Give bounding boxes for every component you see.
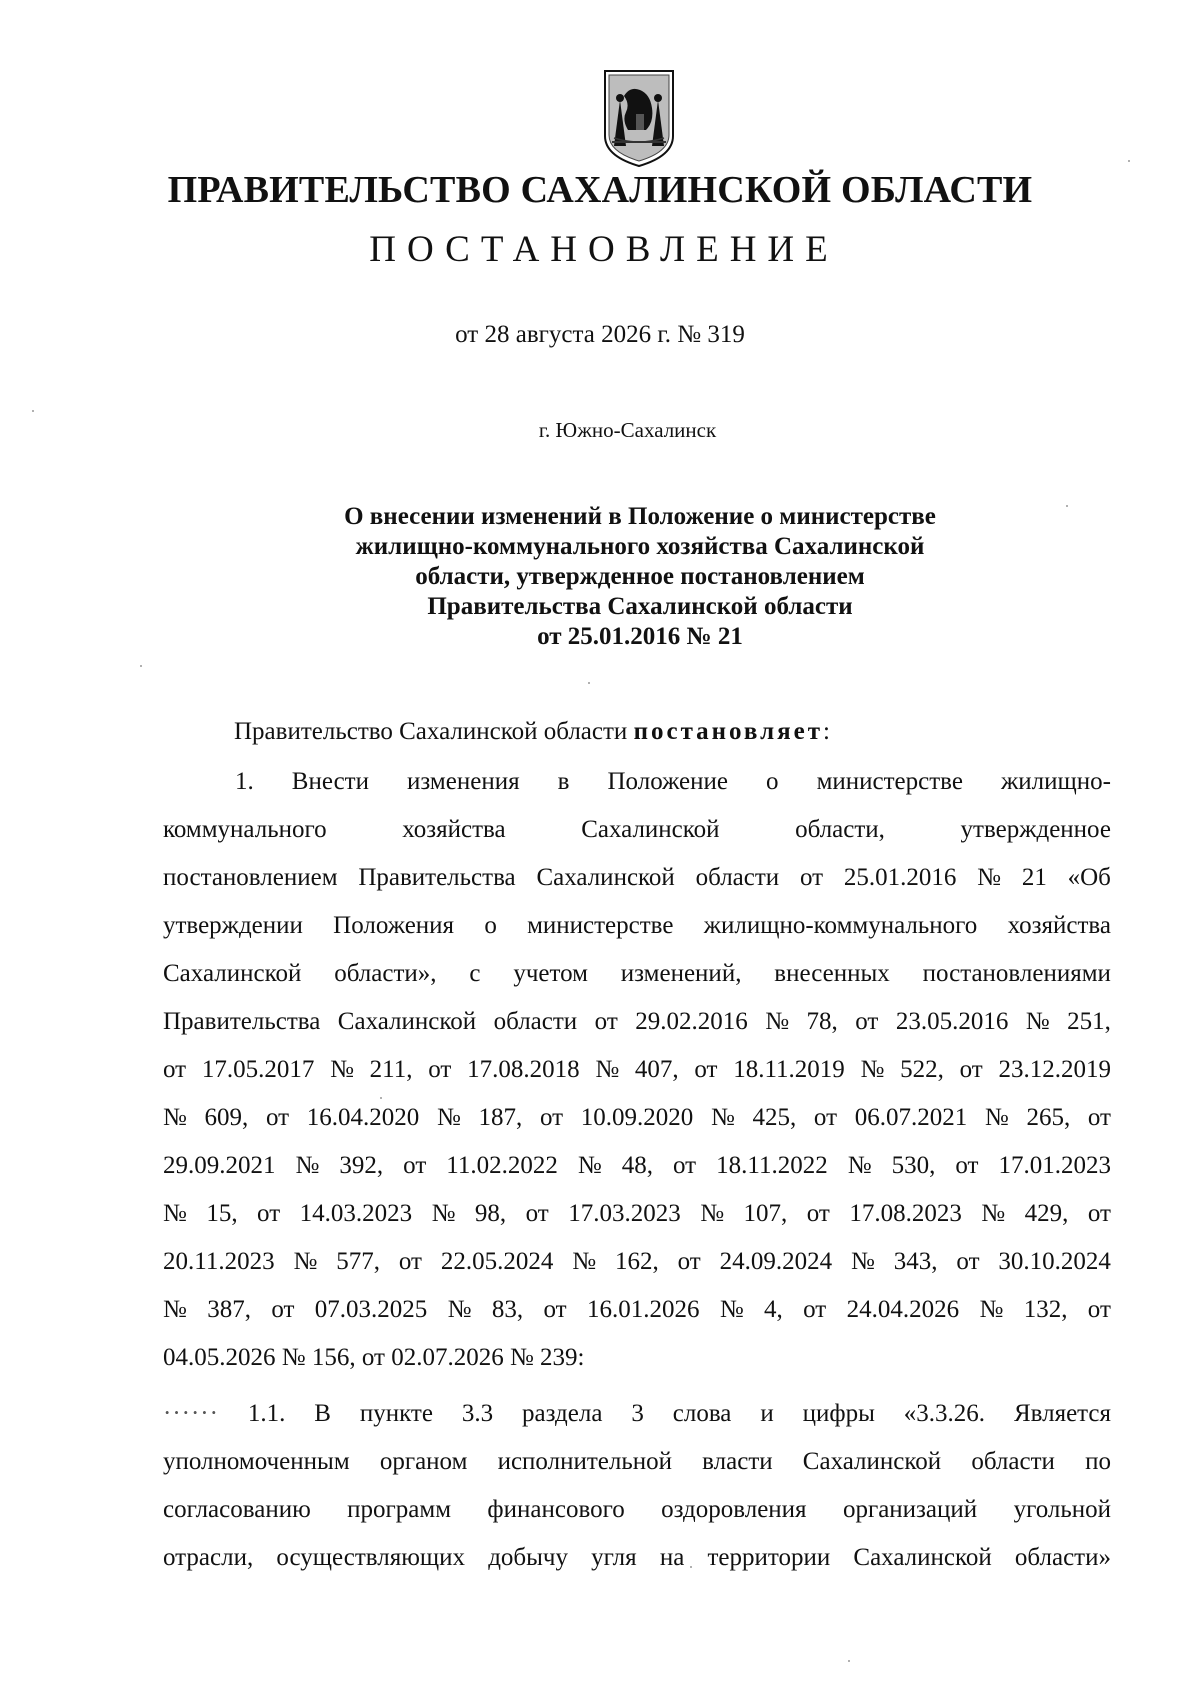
scan-speck (1066, 505, 1068, 507)
word: по (1085, 1448, 1111, 1475)
word: от (694, 1056, 718, 1083)
word: 429, (1024, 1200, 1069, 1227)
word: раздела (522, 1400, 603, 1427)
word: хозяйства (402, 816, 506, 843)
subject-line: области, утвержденное постановлением (415, 563, 865, 590)
word: осуществляющих (276, 1544, 466, 1571)
text-line (163, 1486, 1111, 1534)
word: 211, (369, 1056, 413, 1083)
scan-speck (588, 682, 590, 684)
word: на (659, 1544, 685, 1571)
word: 98, (474, 1200, 507, 1227)
word: программ (347, 1496, 452, 1523)
word: № (330, 1056, 354, 1083)
word: Внести (291, 768, 369, 795)
document-type: ПОСТАНОВЛЕНИЕ (369, 229, 839, 270)
word: внесенных (774, 960, 890, 987)
word: от (271, 1296, 295, 1323)
word: Положение (607, 768, 728, 795)
word: 21 (1021, 864, 1047, 891)
word: министерстве (527, 912, 674, 939)
word: о (766, 768, 779, 795)
word: № (163, 1296, 187, 1323)
text-line (163, 806, 1111, 854)
word: слова (672, 1400, 732, 1427)
word: от (257, 1200, 281, 1227)
word: № (977, 864, 1002, 891)
text-line (163, 1390, 1111, 1438)
word: изменения (407, 768, 520, 795)
word: № (595, 1056, 620, 1083)
word: 17.05.2017 (201, 1056, 315, 1083)
word: 17.01.2023 (998, 1152, 1111, 1179)
scan-speck (690, 1566, 692, 1568)
text-line (163, 1438, 1111, 1486)
text-line (163, 950, 1111, 998)
word: жилищно-коммунального (703, 912, 978, 939)
word: № (860, 1056, 885, 1083)
word: утвержденное (960, 816, 1111, 843)
word: Сахалинской (853, 1544, 992, 1571)
word: от (955, 1152, 979, 1179)
word: «Об (1067, 864, 1111, 891)
document-subject (200, 502, 1080, 652)
word: 23.12.2019 (998, 1056, 1111, 1083)
word: 17.03.2023 (568, 1200, 681, 1227)
word: 25.01.2016 (843, 864, 957, 891)
word: 1.1. (247, 1400, 286, 1427)
word: № (710, 1104, 735, 1131)
word: 1. (235, 768, 254, 795)
word: от (1087, 1296, 1111, 1323)
word: 30.10.2024 (998, 1248, 1111, 1275)
preamble-emphasis: постановляет (633, 718, 824, 745)
word: власти (702, 1448, 773, 1475)
word: от (673, 1152, 697, 1179)
word: и (760, 1400, 774, 1427)
word: Сахалинской (581, 816, 720, 843)
word: 387, (207, 1296, 251, 1323)
word: 132, (1023, 1296, 1068, 1323)
word: 530, (891, 1152, 936, 1179)
scan-speck (140, 665, 142, 667)
text-line (163, 758, 1111, 806)
word: Правительства (163, 1008, 321, 1035)
word: 3 (631, 1400, 644, 1427)
word: области (971, 1448, 1055, 1475)
word: от (398, 1248, 422, 1275)
word: 15, (206, 1200, 238, 1227)
text-line (163, 1094, 1111, 1142)
word: в (557, 768, 570, 795)
scan-speck (380, 1097, 382, 1099)
word: Является (1013, 1400, 1111, 1427)
word: от (799, 864, 824, 891)
word: 10.09.2020 (580, 1104, 694, 1131)
word: 187, (478, 1104, 523, 1131)
text-line (163, 1190, 1111, 1238)
word: 407, (634, 1056, 679, 1083)
word: от (163, 1056, 187, 1083)
word: 251, (1067, 1008, 1111, 1035)
word: 522, (900, 1056, 944, 1083)
word: с (469, 960, 481, 987)
word: уполномоченным (163, 1448, 350, 1475)
word: 78, (806, 1008, 838, 1035)
word: угля (591, 1544, 637, 1571)
word: о (484, 912, 497, 939)
word: от (543, 1296, 567, 1323)
word: от (265, 1104, 290, 1131)
word: 609, (204, 1104, 249, 1131)
text-line (163, 1142, 1111, 1190)
word: области, (795, 816, 885, 843)
word: 16.04.2020 (306, 1104, 420, 1131)
preamble-suffix: : (823, 718, 830, 745)
word: Сахалинской (536, 864, 675, 891)
text-line (163, 1238, 1111, 1286)
subject-line: О внесении изменений в Положение о министерстве (344, 503, 936, 530)
word: от (403, 1152, 427, 1179)
word: 343, (893, 1248, 938, 1275)
word: 425, (752, 1104, 797, 1131)
word: 18.11.2022 (716, 1152, 828, 1179)
text-line (163, 1286, 1111, 1334)
word: организаций (842, 1496, 978, 1523)
word: № (431, 1200, 456, 1227)
word: от (677, 1248, 701, 1275)
text-line (163, 1534, 1111, 1582)
word: 20.11.2023 (163, 1248, 275, 1275)
word: области» (1014, 1544, 1111, 1571)
word: постановлениями (922, 960, 1111, 987)
word: 83, (491, 1296, 524, 1323)
subject-line: жилищно-коммунального хозяйства Сахалинской (355, 533, 925, 560)
word: 265, (1026, 1104, 1071, 1131)
word: 11.02.2022 (446, 1152, 558, 1179)
word: 17.08.2018 (467, 1056, 580, 1083)
word: № (447, 1296, 472, 1323)
word: № (293, 1248, 318, 1275)
word: коммунального (163, 816, 327, 843)
word: финансового (487, 1496, 625, 1523)
word: от (806, 1200, 830, 1227)
word: № (851, 1248, 875, 1275)
word: № (163, 1104, 187, 1131)
word: 48, (621, 1152, 653, 1179)
word: от (539, 1104, 564, 1131)
word: отрасли, (163, 1544, 254, 1571)
word: от (813, 1104, 838, 1131)
word: от (1087, 1104, 1111, 1131)
word: Правительства (358, 864, 516, 891)
word: области (695, 864, 780, 891)
word: хозяйства (1007, 912, 1111, 939)
word: В (314, 1400, 331, 1427)
word: № (700, 1200, 725, 1227)
word: утверждении (163, 912, 303, 939)
word: 17.08.2023 (849, 1200, 962, 1227)
word: от (855, 1008, 879, 1035)
word: области (493, 1008, 578, 1035)
text-line (163, 854, 1111, 902)
word: № (984, 1104, 1009, 1131)
word: исполнительной (497, 1448, 672, 1475)
paragraph-1 (163, 758, 1111, 1382)
subject-line: от 25.01.2016 № 21 (537, 623, 743, 650)
word: Сахалинской (337, 1008, 477, 1035)
word: 06.07.2021 (854, 1104, 968, 1131)
word: от (803, 1296, 827, 1323)
scan-speck (848, 1660, 850, 1662)
word: 392, (339, 1152, 384, 1179)
preamble (234, 718, 830, 746)
word: жилищно- (1000, 768, 1111, 795)
text-line (163, 998, 1111, 1046)
word: согласованию (163, 1496, 311, 1523)
word: № (765, 1008, 790, 1035)
text-line (163, 1046, 1111, 1094)
word: 07.03.2025 (314, 1296, 428, 1323)
word: 29.02.2016 (635, 1008, 748, 1035)
word: 24.04.2026 (846, 1296, 960, 1323)
word: № (163, 1200, 187, 1227)
text-line (163, 902, 1111, 950)
word: учетом (513, 960, 588, 987)
word: 107, (743, 1200, 788, 1227)
word: № (1025, 1008, 1050, 1035)
document-date-number: от 28 августа 2026 г. № 319 (455, 321, 745, 348)
word: 22.05.2024 (440, 1248, 554, 1275)
word: Сахалинской (802, 1448, 942, 1475)
subject-line: Правительства Сахалинской области (427, 593, 853, 620)
word: № (436, 1104, 461, 1131)
word: Сахалинской (163, 960, 302, 987)
word: от (1087, 1200, 1111, 1227)
word: № (572, 1248, 597, 1275)
word: от (525, 1200, 549, 1227)
word: пункте (359, 1400, 433, 1427)
word: министерстве (816, 768, 963, 795)
word: изменений, (620, 960, 742, 987)
word: цифры (802, 1400, 875, 1427)
word: № (577, 1152, 602, 1179)
word: 3.3 (461, 1400, 494, 1427)
word: 14.03.2023 (299, 1200, 413, 1227)
word: 4, (764, 1296, 783, 1323)
word: от (959, 1056, 983, 1083)
word: 162, (615, 1248, 659, 1275)
word: № (847, 1152, 872, 1179)
word: № (719, 1296, 744, 1323)
word: 23.05.2016 (895, 1008, 1009, 1035)
word: 577, (336, 1248, 380, 1275)
word: области», (334, 960, 437, 987)
word: органом (379, 1448, 468, 1475)
word: от (428, 1056, 452, 1083)
text-line-last: 04.05.2026 № 156, от 02.07.2026 № 239: (163, 1344, 585, 1371)
scan-speck (32, 410, 34, 412)
preamble-text: Правительство Сахалинской области (234, 718, 628, 745)
word: от (594, 1008, 618, 1035)
word: постановлением (163, 864, 338, 891)
word: территории (707, 1544, 831, 1571)
word: оздоровления (661, 1496, 807, 1523)
word: 16.01.2026 (586, 1296, 700, 1323)
coat-of-arms-emblem (600, 68, 678, 168)
paragraph-1-1 (163, 1390, 1111, 1582)
scan-speck (1128, 160, 1130, 162)
word: № (979, 1296, 1004, 1323)
organization-title: ПРАВИТЕЛЬСТВО САХАЛИНСКОЙ ОБЛАСТИ (167, 169, 1033, 211)
word: № (981, 1200, 1006, 1227)
word: добычу (488, 1544, 568, 1571)
dotted-leader: ······ (163, 1400, 219, 1427)
word: угольной (1013, 1496, 1111, 1523)
word: 18.11.2019 (733, 1056, 845, 1083)
word: 29.09.2021 (163, 1152, 276, 1179)
word: № (295, 1152, 320, 1179)
word: «3.3.26. (903, 1400, 986, 1427)
document-city: г. Южно-Сахалинск (538, 418, 717, 442)
word: Положения (333, 912, 455, 939)
word: 24.09.2024 (719, 1248, 833, 1275)
word: от (956, 1248, 980, 1275)
